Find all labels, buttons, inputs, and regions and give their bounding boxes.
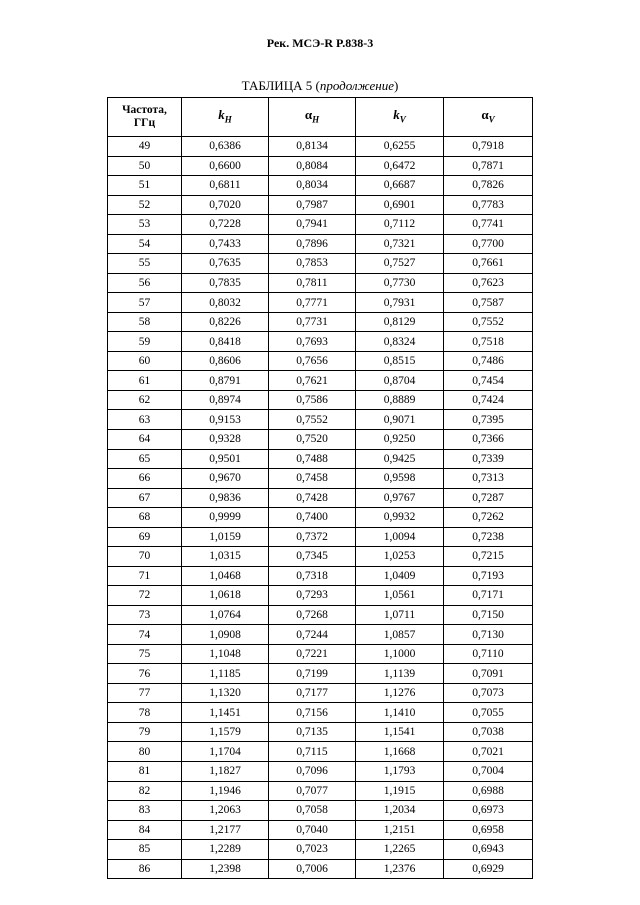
table-row	[108, 156, 533, 176]
k-h-cell: 1,2063	[182, 801, 269, 821]
alpha-h-cell: 0,7177	[269, 683, 356, 703]
frequency-cell: 61	[108, 371, 182, 391]
frequency-cell: 83	[108, 801, 182, 821]
frequency-cell: 66	[108, 469, 182, 489]
k-v-cell: 1,0561	[356, 586, 444, 606]
header-k-h	[182, 98, 269, 137]
alpha-h-cell: 0,8034	[269, 176, 356, 196]
frequency-cell: 52	[108, 195, 182, 215]
table-caption	[0, 78, 640, 94]
header-frequency	[108, 98, 182, 137]
k-h-cell: 1,1320	[182, 683, 269, 703]
alpha-v-cell: 0,7366	[444, 429, 533, 449]
table-row	[108, 840, 533, 860]
k-v-cell: 1,1915	[356, 781, 444, 801]
alpha-v-cell: 0,7262	[444, 508, 533, 528]
k-h-cell: 0,8791	[182, 371, 269, 391]
page-header: Рек. МСЭ-R P.838-3	[266, 36, 374, 50]
alpha-h-cell: 0,7586	[269, 390, 356, 410]
k-h-cell: 0,9999	[182, 508, 269, 528]
alpha-h-cell: 0,7731	[269, 312, 356, 332]
alpha-h-cell: 0,7268	[269, 605, 356, 625]
frequency-cell: 79	[108, 722, 182, 742]
alpha-h-cell: 0,7023	[269, 840, 356, 860]
k-v-cell: 0,8515	[356, 351, 444, 371]
k-v-cell: 0,9767	[356, 488, 444, 508]
k-v-cell: 0,6255	[356, 137, 444, 157]
k-h-cell: 1,0764	[182, 605, 269, 625]
table-row	[108, 254, 533, 274]
alpha-h-cell: 0,7520	[269, 429, 356, 449]
table-row	[108, 762, 533, 782]
k-v-cell: 0,8704	[356, 371, 444, 391]
k-h-cell: 1,2398	[182, 859, 269, 879]
k-v-cell: 1,2376	[356, 859, 444, 879]
alpha-h-cell: 0,7244	[269, 625, 356, 645]
caption-prefix: ТАБЛИЦА 5 (	[241, 78, 320, 93]
alpha-h-cell: 0,7058	[269, 801, 356, 821]
table-row	[108, 293, 533, 313]
alpha-v-cell: 0,7623	[444, 273, 533, 293]
k-h-cell: 1,0159	[182, 527, 269, 547]
alpha-h-cell: 0,7293	[269, 586, 356, 606]
header-alpha-v-sub: V	[488, 114, 495, 125]
k-h-cell: 0,9328	[182, 429, 269, 449]
alpha-h-cell: 0,7458	[269, 469, 356, 489]
caption-italic: продолжение	[319, 78, 394, 93]
table-row	[108, 722, 533, 742]
k-v-cell: 0,9425	[356, 449, 444, 469]
alpha-h-cell: 0,7040	[269, 820, 356, 840]
k-h-cell: 0,7228	[182, 215, 269, 235]
k-h-cell: 0,8226	[182, 312, 269, 332]
k-v-cell: 1,2034	[356, 801, 444, 821]
k-h-cell: 0,9501	[182, 449, 269, 469]
alpha-v-cell: 0,7395	[444, 410, 533, 430]
frequency-cell: 62	[108, 390, 182, 410]
alpha-h-cell: 0,7135	[269, 722, 356, 742]
header-k-h-sub: H	[224, 114, 232, 125]
alpha-v-cell: 0,7783	[444, 195, 533, 215]
frequency-cell: 49	[108, 137, 182, 157]
coefficients-table	[107, 97, 533, 879]
alpha-h-cell: 0,8134	[269, 137, 356, 157]
frequency-cell: 60	[108, 351, 182, 371]
k-h-cell: 1,1704	[182, 742, 269, 762]
table-row	[108, 312, 533, 332]
table-row	[108, 644, 533, 664]
table-body	[108, 137, 533, 879]
k-v-cell: 1,0094	[356, 527, 444, 547]
k-h-cell: 1,1451	[182, 703, 269, 723]
alpha-v-cell: 0,7661	[444, 254, 533, 274]
header-frequency-line2: ГГц	[133, 117, 156, 129]
alpha-v-cell: 0,7238	[444, 527, 533, 547]
frequency-cell: 80	[108, 742, 182, 762]
frequency-cell: 64	[108, 429, 182, 449]
k-h-cell: 0,7635	[182, 254, 269, 274]
alpha-h-cell: 0,8084	[269, 156, 356, 176]
table-row	[108, 508, 533, 528]
alpha-h-cell: 0,7896	[269, 234, 356, 254]
table-row	[108, 469, 533, 489]
k-v-cell: 0,6687	[356, 176, 444, 196]
k-h-cell: 0,6386	[182, 137, 269, 157]
caption-suffix: )	[393, 78, 399, 93]
k-h-cell: 0,7433	[182, 234, 269, 254]
alpha-v-cell: 0,7587	[444, 293, 533, 313]
alpha-v-cell: 0,6988	[444, 781, 533, 801]
header-alpha-h-symbol: α	[304, 106, 313, 122]
table-header-row	[108, 98, 533, 137]
k-h-cell: 0,8032	[182, 293, 269, 313]
alpha-v-cell: 0,7150	[444, 605, 533, 625]
frequency-cell: 71	[108, 566, 182, 586]
alpha-h-cell: 0,7156	[269, 703, 356, 723]
k-h-cell: 0,7020	[182, 195, 269, 215]
alpha-v-cell: 0,7552	[444, 312, 533, 332]
alpha-v-cell: 0,7518	[444, 332, 533, 352]
table-row	[108, 547, 533, 567]
k-v-cell: 0,7730	[356, 273, 444, 293]
table-row	[108, 176, 533, 196]
table-row	[108, 215, 533, 235]
alpha-v-cell: 0,6929	[444, 859, 533, 879]
table-row	[108, 586, 533, 606]
k-v-cell: 0,6472	[356, 156, 444, 176]
alpha-h-cell: 0,7428	[269, 488, 356, 508]
table-row	[108, 195, 533, 215]
table-row	[108, 683, 533, 703]
alpha-h-cell: 0,7115	[269, 742, 356, 762]
frequency-cell: 65	[108, 449, 182, 469]
frequency-cell: 67	[108, 488, 182, 508]
header-frequency-line1: Частота,	[122, 104, 167, 116]
k-h-cell: 1,1048	[182, 644, 269, 664]
frequency-cell: 55	[108, 254, 182, 274]
k-h-cell: 0,6811	[182, 176, 269, 196]
header-alpha-h-sub: H	[312, 114, 320, 125]
k-h-cell: 1,0468	[182, 566, 269, 586]
frequency-cell: 72	[108, 586, 182, 606]
frequency-cell: 51	[108, 176, 182, 196]
k-v-cell: 0,9071	[356, 410, 444, 430]
table-row	[108, 605, 533, 625]
k-h-cell: 1,1827	[182, 762, 269, 782]
table-row	[108, 742, 533, 762]
table-row	[108, 781, 533, 801]
frequency-cell: 54	[108, 234, 182, 254]
alpha-v-cell: 0,6958	[444, 820, 533, 840]
alpha-h-cell: 0,7372	[269, 527, 356, 547]
table-row	[108, 137, 533, 157]
header-k-v-sub: V	[399, 114, 406, 125]
frequency-cell: 73	[108, 605, 182, 625]
k-h-cell: 0,6600	[182, 156, 269, 176]
k-v-cell: 1,0253	[356, 547, 444, 567]
alpha-h-cell: 0,7853	[269, 254, 356, 274]
k-h-cell: 1,0618	[182, 586, 269, 606]
alpha-v-cell: 0,7313	[444, 469, 533, 489]
table-row	[108, 527, 533, 547]
alpha-h-cell: 0,7621	[269, 371, 356, 391]
frequency-cell: 82	[108, 781, 182, 801]
alpha-h-cell: 0,7552	[269, 410, 356, 430]
table-row	[108, 820, 533, 840]
alpha-h-cell: 0,7941	[269, 215, 356, 235]
alpha-v-cell: 0,7110	[444, 644, 533, 664]
header-alpha-v	[444, 98, 533, 137]
alpha-v-cell: 0,7339	[444, 449, 533, 469]
alpha-h-cell: 0,7318	[269, 566, 356, 586]
k-h-cell: 1,1946	[182, 781, 269, 801]
alpha-v-cell: 0,6973	[444, 801, 533, 821]
frequency-cell: 75	[108, 644, 182, 664]
table-row	[108, 449, 533, 469]
frequency-cell: 69	[108, 527, 182, 547]
alpha-v-cell: 0,7486	[444, 351, 533, 371]
frequency-cell: 78	[108, 703, 182, 723]
table-row	[108, 351, 533, 371]
k-v-cell: 1,0409	[356, 566, 444, 586]
k-h-cell: 1,0315	[182, 547, 269, 567]
header-k-v	[356, 98, 444, 137]
alpha-v-cell: 0,7130	[444, 625, 533, 645]
k-h-cell: 0,7835	[182, 273, 269, 293]
frequency-cell: 74	[108, 625, 182, 645]
k-v-cell: 1,1276	[356, 683, 444, 703]
table-row	[108, 332, 533, 352]
alpha-v-cell: 0,7055	[444, 703, 533, 723]
header-k-h-symbol: k	[218, 106, 225, 122]
k-v-cell: 1,1139	[356, 664, 444, 684]
k-h-cell: 0,8974	[182, 390, 269, 410]
table-row	[108, 273, 533, 293]
k-v-cell: 0,9598	[356, 469, 444, 489]
header-alpha-v-symbol: α	[481, 106, 489, 122]
k-h-cell: 0,8418	[182, 332, 269, 352]
alpha-h-cell: 0,7006	[269, 859, 356, 879]
alpha-v-cell: 0,7038	[444, 722, 533, 742]
k-v-cell: 1,0857	[356, 625, 444, 645]
header-k-v-symbol: k	[393, 106, 400, 122]
frequency-cell: 81	[108, 762, 182, 782]
alpha-h-cell: 0,7077	[269, 781, 356, 801]
k-h-cell: 1,0908	[182, 625, 269, 645]
k-v-cell: 1,1793	[356, 762, 444, 782]
alpha-v-cell: 0,6943	[444, 840, 533, 860]
frequency-cell: 68	[108, 508, 182, 528]
table-row	[108, 429, 533, 449]
frequency-cell: 50	[108, 156, 182, 176]
frequency-cell: 86	[108, 859, 182, 879]
table-row	[108, 664, 533, 684]
k-h-cell: 0,9670	[182, 469, 269, 489]
k-v-cell: 0,7112	[356, 215, 444, 235]
k-h-cell: 0,8606	[182, 351, 269, 371]
alpha-v-cell: 0,7918	[444, 137, 533, 157]
alpha-v-cell: 0,7454	[444, 371, 533, 391]
k-v-cell: 1,2265	[356, 840, 444, 860]
alpha-v-cell: 0,7871	[444, 156, 533, 176]
alpha-h-cell: 0,7811	[269, 273, 356, 293]
table-row	[108, 703, 533, 723]
alpha-v-cell: 0,7073	[444, 683, 533, 703]
k-h-cell: 1,1185	[182, 664, 269, 684]
k-v-cell: 1,1541	[356, 722, 444, 742]
k-v-cell: 0,6901	[356, 195, 444, 215]
frequency-cell: 59	[108, 332, 182, 352]
alpha-h-cell: 0,7345	[269, 547, 356, 567]
table-row	[108, 801, 533, 821]
k-v-cell: 0,8889	[356, 390, 444, 410]
frequency-cell: 58	[108, 312, 182, 332]
alpha-v-cell: 0,7700	[444, 234, 533, 254]
header-alpha-h	[269, 98, 356, 137]
alpha-v-cell: 0,7215	[444, 547, 533, 567]
alpha-v-cell: 0,7091	[444, 664, 533, 684]
table-row	[108, 625, 533, 645]
k-v-cell: 1,0711	[356, 605, 444, 625]
k-h-cell: 1,1579	[182, 722, 269, 742]
frequency-cell: 77	[108, 683, 182, 703]
k-v-cell: 1,2151	[356, 820, 444, 840]
k-v-cell: 1,1668	[356, 742, 444, 762]
alpha-v-cell: 0,7004	[444, 762, 533, 782]
frequency-cell: 57	[108, 293, 182, 313]
frequency-cell: 53	[108, 215, 182, 235]
k-v-cell: 0,7931	[356, 293, 444, 313]
k-v-cell: 1,1000	[356, 644, 444, 664]
table-row	[108, 371, 533, 391]
alpha-v-cell: 0,7171	[444, 586, 533, 606]
frequency-cell: 85	[108, 840, 182, 860]
alpha-h-cell: 0,7221	[269, 644, 356, 664]
frequency-cell: 56	[108, 273, 182, 293]
k-h-cell: 1,2289	[182, 840, 269, 860]
alpha-h-cell: 0,7488	[269, 449, 356, 469]
table-row	[108, 234, 533, 254]
table-row	[108, 488, 533, 508]
k-h-cell: 0,9153	[182, 410, 269, 430]
k-v-cell: 0,9250	[356, 429, 444, 449]
alpha-v-cell: 0,7193	[444, 566, 533, 586]
alpha-h-cell: 0,7096	[269, 762, 356, 782]
table-row	[108, 390, 533, 410]
alpha-v-cell: 0,7826	[444, 176, 533, 196]
table-row	[108, 410, 533, 430]
frequency-cell: 70	[108, 547, 182, 567]
alpha-v-cell: 0,7424	[444, 390, 533, 410]
alpha-h-cell: 0,7656	[269, 351, 356, 371]
k-v-cell: 0,9932	[356, 508, 444, 528]
table-row	[108, 859, 533, 879]
alpha-h-cell: 0,7987	[269, 195, 356, 215]
k-v-cell: 0,8324	[356, 332, 444, 352]
k-v-cell: 0,7321	[356, 234, 444, 254]
alpha-v-cell: 0,7741	[444, 215, 533, 235]
table-row	[108, 566, 533, 586]
k-h-cell: 0,9836	[182, 488, 269, 508]
alpha-h-cell: 0,7199	[269, 664, 356, 684]
k-v-cell: 0,8129	[356, 312, 444, 332]
frequency-cell: 63	[108, 410, 182, 430]
alpha-h-cell: 0,7771	[269, 293, 356, 313]
k-h-cell: 1,2177	[182, 820, 269, 840]
k-v-cell: 0,7527	[356, 254, 444, 274]
k-v-cell: 1,1410	[356, 703, 444, 723]
frequency-cell: 84	[108, 820, 182, 840]
alpha-v-cell: 0,7287	[444, 488, 533, 508]
frequency-cell: 76	[108, 664, 182, 684]
alpha-h-cell: 0,7400	[269, 508, 356, 528]
alpha-v-cell: 0,7021	[444, 742, 533, 762]
alpha-h-cell: 0,7693	[269, 332, 356, 352]
